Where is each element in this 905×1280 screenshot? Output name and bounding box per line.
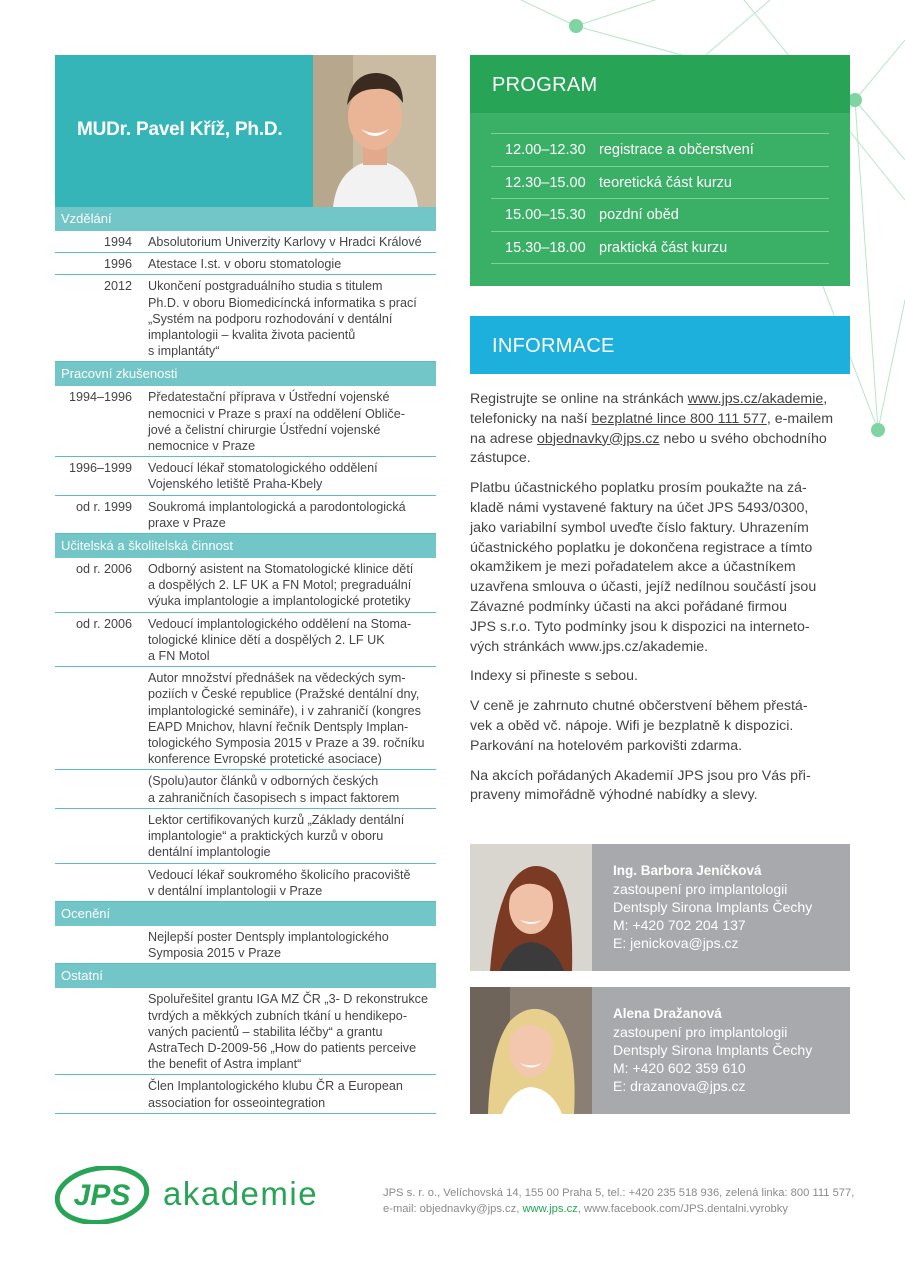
info-line: Indexy si přineste s sebou. — [470, 668, 638, 685]
cv-text-line: (Spolu)autor článků v odborných českých — [148, 774, 379, 789]
section-heading: Učitelská a školitelská činnost — [55, 534, 436, 558]
cv-text-line: s implantáty“ — [148, 344, 220, 359]
cv-text-line: the benefit of Astra implant“ — [148, 1057, 302, 1072]
cv-year: 1996–1999 — [68, 461, 132, 476]
info-line: Na akcích pořádaných Akademií JPS jsou pro Vás při- — [470, 767, 811, 784]
cv-text-line: AstraTech D-2009-56 „How do patients perceive — [148, 1040, 417, 1055]
cv-row — [55, 1075, 436, 1113]
cv-text-line: nemocnici v Praze s praxí na oddělení Obliče- — [148, 406, 405, 421]
cv-text-line: a zahraničních časopisech s impact faktorem — [148, 790, 400, 805]
cv-text-line: Vedoucí lékař soukromého školicího pracoviště — [148, 867, 411, 882]
info-line: praveny mimořádně výhodné nabídky a slevy. — [470, 787, 758, 804]
cv-text-line: Vedoucí implantologického oddělení na Stoma- — [148, 616, 412, 631]
svg-text:JPS: JPS — [73, 1179, 131, 1212]
info-line: JPS s.r.o. Tyto podmínky jsou k dispozici na interneto- — [470, 618, 810, 635]
cv-year: od r. 2006 — [75, 616, 132, 631]
cv-year: 1994 — [103, 235, 132, 249]
cv-row — [55, 231, 436, 253]
section-heading: Pracovní zkušenosti — [55, 362, 436, 386]
contact-company-2: Dentsply Sirona Implants Čechy — [613, 1042, 813, 1058]
cv-text-line: v dentální implantologii v Praze — [148, 883, 323, 898]
cv-text-line: Vojenského letiště Praha-Kbely — [148, 477, 323, 492]
info-line: vých stránkách www.jps.cz/akademie. — [470, 638, 709, 655]
cv-year: 1996 — [103, 257, 132, 272]
cv-text — [132, 773, 436, 805]
cv-text-line: praxe v Praze — [148, 515, 226, 530]
contact-name-2: Alena Dražanová — [613, 1006, 722, 1021]
jps-logo — [55, 1166, 150, 1224]
cv-text-line: Ukončení postgraduálního studia s titulem — [148, 279, 383, 294]
cv-text-line: „Systém na podporu rozhodování v dentální — [148, 311, 393, 326]
cv-text-line: jové a čelistní chirurgie Ústřední vojenské — [148, 422, 381, 437]
program-label: pozdní oběd — [599, 207, 679, 223]
cv-year: od r. 1999 — [75, 499, 132, 514]
cv-text-line: Odborný asistent na Stomatologické klinice dětí — [148, 562, 414, 577]
info-indexes — [470, 667, 850, 687]
info-line: Závazné podmínky účasti na akci pořádané firmou — [470, 598, 788, 615]
cv-text-line: nemocnice v Praze — [148, 439, 256, 454]
cv-year — [55, 929, 132, 961]
cv-text — [132, 616, 436, 665]
info-catering — [470, 697, 850, 756]
info-line: V ceně je zahrnuto chutné občerstvení během přestá- — [470, 698, 808, 715]
cv-year — [55, 773, 132, 805]
cv-row — [55, 926, 436, 964]
program-box — [470, 55, 850, 286]
cv-text-line: Absolutorium Univerzity Karlovy v Hradci Králové — [148, 235, 422, 249]
info-line: uzavřena smlouva o účasti, jejíž nedílnou součástí jsou — [470, 579, 817, 596]
program-row — [491, 134, 829, 167]
cv-text — [132, 460, 436, 492]
cv-text — [132, 929, 436, 961]
cv-row — [55, 496, 436, 534]
profile-header — [55, 55, 436, 207]
contact-company-1: Dentsply Sirona Implants Čechy — [613, 899, 813, 915]
contact-details-1 — [613, 862, 812, 952]
cv-year — [55, 1078, 132, 1110]
program-time: 15.00–15.30 — [505, 207, 586, 223]
cv-text-line: dentální implantologie — [148, 845, 271, 860]
cv-text-line: Ph.D. v oboru Biomedicíncká informatika s prací — [148, 295, 417, 310]
contact-card-2 — [470, 987, 850, 1114]
cv-text-line: tologického Symposia 2015 v Praze a 39. ročníku — [148, 736, 425, 751]
cv-text-line: a FN Motol — [148, 649, 210, 664]
program-list — [491, 133, 829, 264]
contact-details-2 — [613, 1005, 812, 1095]
info-line: účastnického poplatku je dokončena registrace a tímto — [470, 539, 813, 556]
cv-row — [55, 988, 436, 1075]
cv-row — [55, 809, 436, 864]
cv-row — [55, 864, 436, 902]
cv-text-line: Lektor certifikovaných kurzů „Základy dentální — [148, 812, 405, 827]
footer-address: JPS s. r. o., Velíchovská 14, 155 00 Praha 5, tel.: +420 235 518 936, zelená linka: 800 111 577, — [383, 1187, 855, 1199]
section-heading: Ostatní — [55, 964, 436, 988]
cv-text-line: implantologii – kvalita života pacientů — [148, 328, 356, 343]
cv-text — [132, 991, 436, 1072]
cv-text-line: poziích v České republice (Pražské dentální dny, — [148, 687, 420, 702]
cv-text-line: Soukromá implantologická a parodontologická — [148, 499, 406, 514]
cv-row — [55, 386, 436, 457]
cv-text — [132, 389, 436, 454]
program-label: registrace a občerstvení — [599, 142, 754, 158]
cv-year — [55, 812, 132, 861]
program-time: 12.00–12.30 — [505, 142, 586, 158]
program-row — [491, 232, 829, 265]
info-text — [470, 390, 850, 816]
cv-text — [132, 278, 436, 359]
cv-row — [55, 558, 436, 613]
cv-text-line: konference Evropské protetické asociace) — [148, 752, 382, 767]
cv-text — [132, 256, 436, 272]
cv-row — [55, 613, 436, 668]
info-offers — [470, 767, 850, 807]
cv-text — [132, 670, 436, 767]
info-line: Parkování na hotelovém parkovišti zdarma. — [470, 737, 743, 754]
contact-photo-1 — [470, 844, 592, 971]
cv-text-line: výuka implantologie a implantologické protetiky — [148, 594, 411, 609]
cv-text-line: Spoluřešitel grantu IGA MZ ČR „3- D rekonstrukce — [148, 992, 428, 1007]
contact-email-1[interactable]: E: jenickova@jps.cz — [613, 935, 739, 951]
cv-sections — [55, 207, 436, 1114]
email-link[interactable]: objednavky@jps.cz — [537, 430, 660, 447]
info-registration: Registrujte se online na stránkách www.jps.cz/akademie, telefonicky na naší bezplatné lince 800 111 577, e-mailem na adrese objednavky@jps.cz nebo u svého obchodního zástupce. — [470, 391, 834, 467]
cv-year: od r. 2006 — [75, 562, 132, 577]
footer-contact — [383, 1186, 854, 1217]
cv-text-line: Člen Implantologického klubu ČR a European — [148, 1079, 403, 1094]
info-payment — [470, 479, 850, 657]
info-title: INFORMACE — [470, 316, 850, 374]
footer-links: e-mail: objednavky@jps.cz, www.jps.cz, www.facebook.com/JPS.dentalni.vyrobky — [383, 1202, 788, 1215]
cv-text-line: Předatestační příprava v Ústřední vojenské — [148, 390, 390, 405]
contact-role-2: zastoupení pro implantologii — [613, 1024, 788, 1040]
cv-year: 1994–1996 — [68, 390, 132, 405]
cv-text — [132, 1078, 436, 1110]
cv-row — [55, 457, 436, 495]
cv-row — [55, 667, 436, 770]
section-heading: Ocenění — [55, 902, 436, 926]
cv-text-line: Autor množství přednášek na vědeckých sym- — [148, 671, 406, 686]
cv-text — [132, 234, 436, 250]
info-line: vek a oběd vč. nápoje. Wifi je bezplatně k dispozici. — [470, 717, 794, 734]
program-row — [491, 199, 829, 232]
free-line-link[interactable]: bezplatné lince 800 111 577 — [591, 410, 767, 427]
program-time: 12.30–15.00 — [505, 174, 586, 191]
footer-website-link[interactable]: www.jps.cz — [522, 1202, 578, 1215]
cv-year — [55, 991, 132, 1072]
cv-text-line: implantologie“ a praktických kurzů v oboru — [148, 829, 384, 844]
cv-text-line: Vedoucí lékař stomatologického oddělení — [148, 461, 378, 476]
cv-column — [55, 55, 436, 1114]
contact-phone-2[interactable]: M: +420 602 359 610 — [613, 1060, 746, 1076]
cv-text — [132, 561, 436, 610]
program-title: PROGRAM — [470, 55, 850, 113]
cv-row — [55, 770, 436, 808]
lecturer-photo — [313, 55, 436, 207]
contact-role-1: zastoupení pro implantologii — [613, 881, 788, 897]
info-line: okamžikem je mezi pořadatelem akce a účastníkem — [470, 559, 796, 576]
cv-year — [55, 670, 132, 767]
lecturer-name: MUDr. Pavel Kříž, Ph.D. — [77, 119, 283, 140]
cv-text-line: implantologické semináře), i v zahraničí (kongres — [148, 703, 421, 718]
cv-text-line: tologické klinice dětí a dospělých 2. LF UK — [148, 632, 385, 647]
info-line: kladě námi vystavené faktury na účet JPS 5493/0300, — [470, 499, 809, 516]
section-heading: Vzdělání — [55, 207, 436, 231]
cv-year — [55, 867, 132, 899]
akademie-brand: akademie — [163, 1175, 319, 1212]
cv-text — [132, 867, 436, 899]
info-line: jako variabilní symbol uveďte číslo faktury. Uhrazením — [470, 519, 809, 536]
contact-phone-1[interactable]: M: +420 702 204 137 — [613, 917, 746, 933]
cv-text — [132, 499, 436, 531]
cv-text-line: association for osseointegration — [148, 1095, 326, 1110]
cv-text-line: a dospělých 2. LF UK a FN Motol; pregraduální — [148, 578, 412, 593]
contact-photo-2 — [470, 987, 592, 1114]
cv-text — [132, 812, 436, 861]
cv-text-line: EAPD Mnichov, hlavní řečník Dentsply Implan- — [148, 719, 409, 734]
program-label: praktická část kurzu — [599, 239, 728, 256]
contact-name-1: Ing. Barbora Jeníčková — [613, 863, 762, 878]
cv-row — [55, 253, 436, 275]
cv-text-line: Atestace I.st. v oboru stomatologie — [148, 257, 342, 272]
cv-year: 2012 — [103, 279, 132, 294]
cv-text-line: Symposia 2015 v Praze — [148, 946, 282, 961]
program-time: 15.30–18.00 — [505, 239, 586, 256]
cv-row — [55, 275, 436, 362]
contact-email-2[interactable]: E: drazanova@jps.cz — [613, 1078, 746, 1094]
info-line: Platbu účastnického poplatku prosím poukažte na zá- — [470, 480, 807, 497]
program-label: teoretická část kurzu — [599, 174, 732, 191]
akademie-link[interactable]: www.jps.cz/akademie — [687, 391, 824, 407]
cv-text-line: tvrdých a měkkých zubních tkání u hendikepo- — [148, 1008, 408, 1023]
cv-text-line: Nejlepší poster Dentsply implantologického — [148, 929, 389, 944]
program-row — [491, 167, 829, 200]
contact-card-1 — [470, 844, 850, 971]
cv-text-line: vaných pacientů – stabilita léčby“ a grantu — [148, 1024, 383, 1039]
